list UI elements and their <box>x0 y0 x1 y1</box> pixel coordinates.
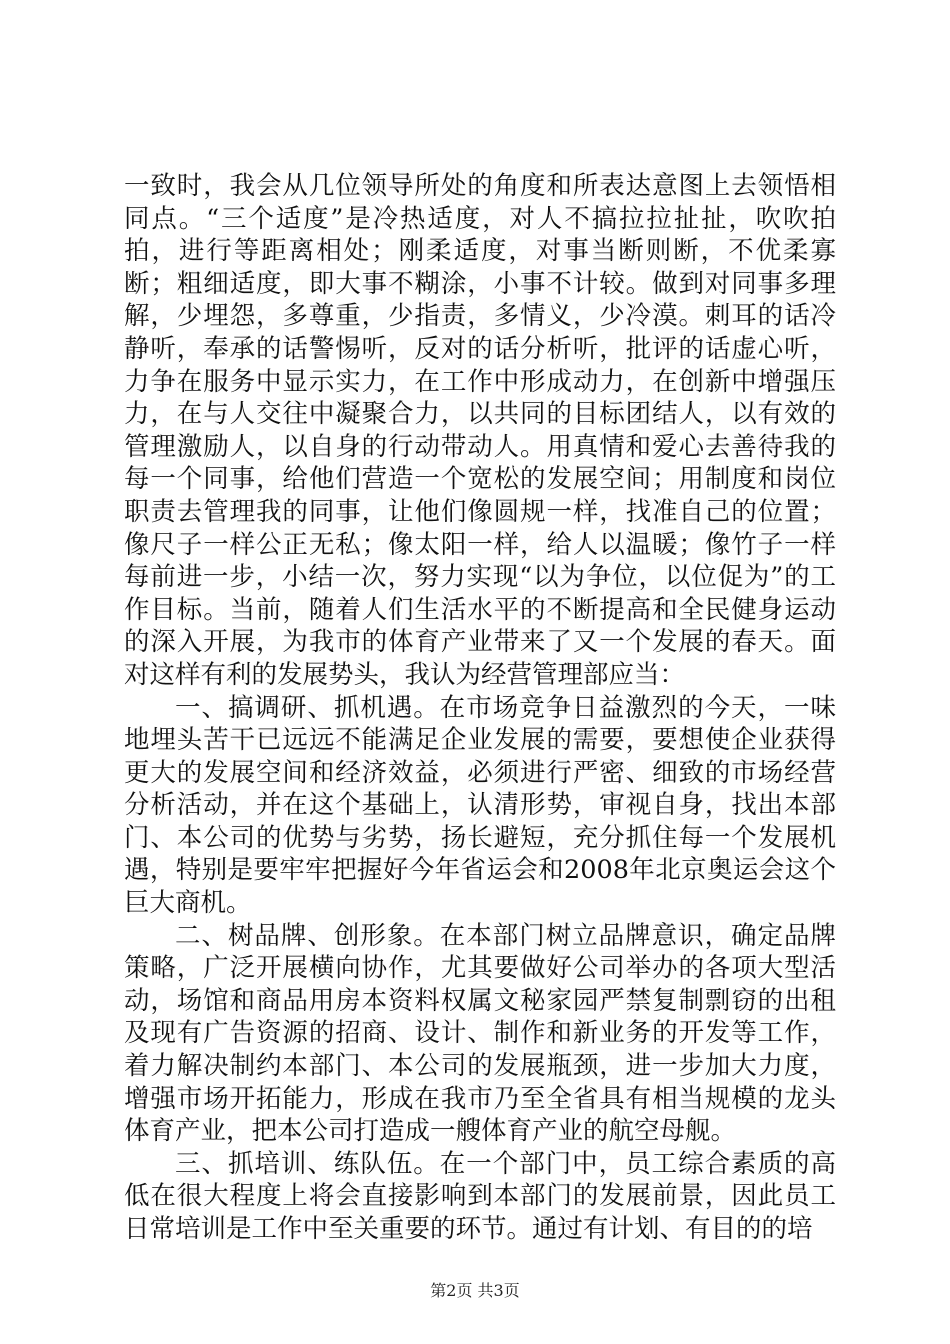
paragraph-continuation: 一致时，我会从几位领导所处的角度和所表达意图上去领悟相同点。“三个适度”是冷热适度，对人不搞拉拉扯扯，吹吹拍拍，进行等距离相处；刚柔适度，对事当断则断，不优柔寡断；粗细适度，即大事不糊涂，小事不计较。做到对同事多理解，少埋怨，多尊重，少指责，多情义，少冷漠。刺耳的话冷静听，奉承的话警惕听，反对的话分析听，批评的话虚心听，力争在服务中显示实力，在工作中形成动力，在创新中增强压力，在与人交往中凝聚合力，以共同的目标团结人，以有效的管理激励人，以自身的行动带动人。用真情和爱心去善待我的每一个同事，给他们营造一个宽松的发展空间；用制度和岗位职责去管理我的同事，让他们像圆规一样，找准自己的位置；像尺子一样公正无私；像太阳一样，给人以温暖；像竹子一样每前进一步，小结一次，努力实现“以为争位，以位促为”的工作目标。当前，随着人们生活水平的不断提高和全民健身运动的深入开展，为我市的体育产业带来了又一个发展的春天。面对这样有利的发展势头，我认为经营管理部应当： <box>124 171 836 690</box>
paragraph-brand-image: 二、树品牌、创形象。在本部门树立品牌意识，确定品牌策略，广泛开展横向协作，尤其要做好公司举办的各项大型活动，场馆和商品用房本资料权属文秘家园严禁复制剽窃的出租及现有广告资源的招商、设计、制作和新业务的开发等工作，着力解决制约本部门、本公司的发展瓶颈，进一步加大力度，增强市场开拓能力，形成在我市乃至全省具有相当规模的龙头体育产业，把本公司打造成一艘体育产业的航空母舰。 <box>124 920 836 1147</box>
document-body <box>124 170 836 1246</box>
page-number-footer: 第2页 共3页 <box>430 1281 520 1300</box>
paragraph-research-opportunity: 一、搞调研、抓机遇。在市场竞争日益激烈的今天，一味地埋头苦干已远远不能满足企业发展的需要，要想使企业获得更大的发展空间和经济效益，必须进行严密、细致的市场经营分析活动，并在这个基础上，认清形势，审视自身，找出本部门、本公司的优势与劣势，扬长避短，充分抓住每一个发展机遇，特别是要牢牢把握好今年省运会和2008年北京奥运会这个巨大商机。 <box>124 692 836 919</box>
paragraph-training-team: 三、抓培训、练队伍。在一个部门中，员工综合素质的高低在很大程度上将会直接影响到本部门的发展前景，因此员工日常培训是工作中至关重要的环节。通过有计划、有目的的培 <box>124 1148 836 1244</box>
